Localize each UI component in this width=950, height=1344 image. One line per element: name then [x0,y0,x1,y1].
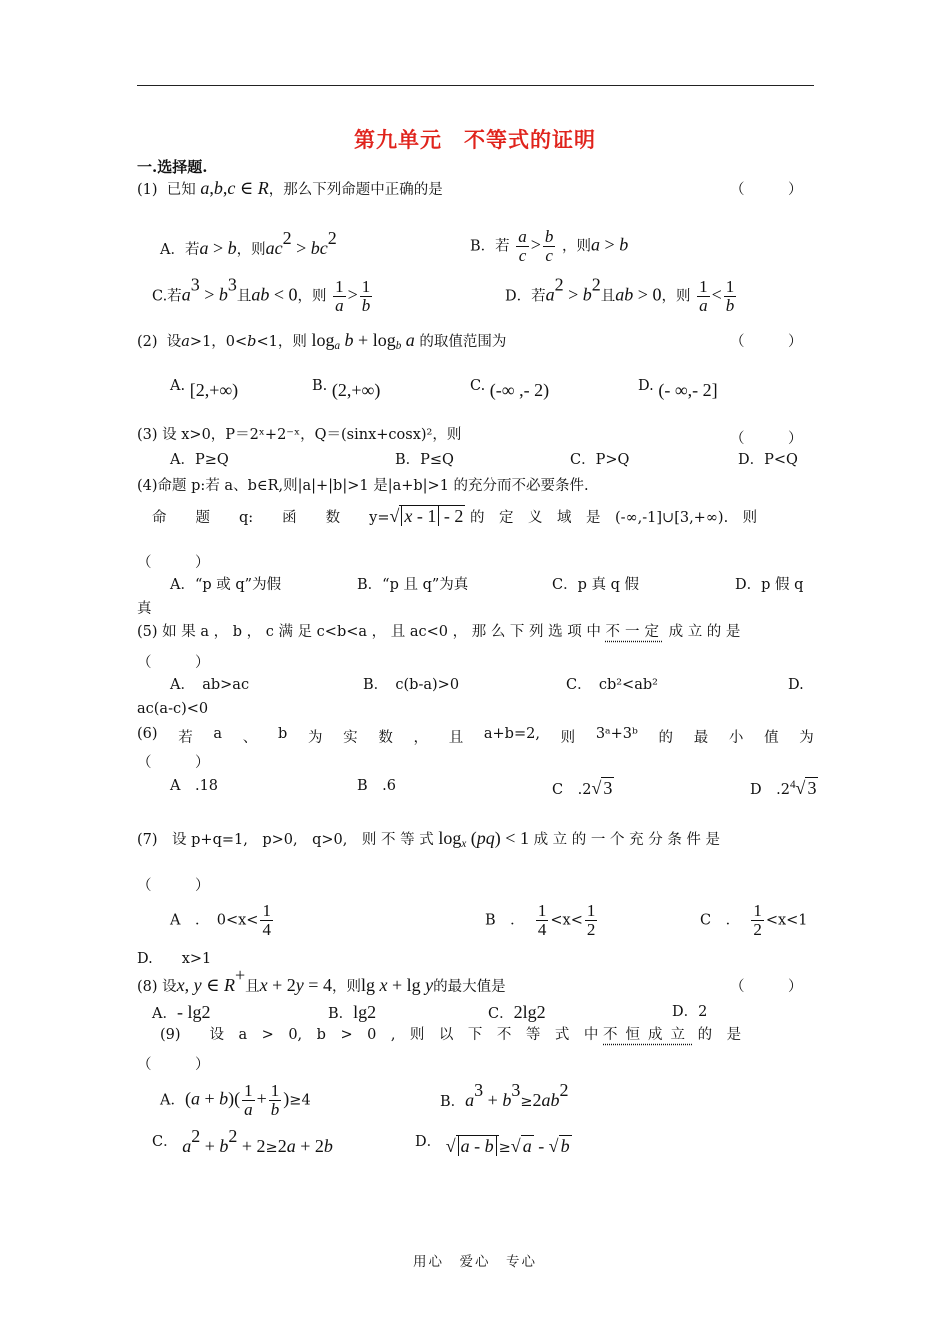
q7-stem: (7) 设 p+q=1, p>0, q>0, 则 不 等 式 $\log_x (pq) < 1$ 成 立 的 一 个 充 分 条 件 是 [137,828,721,850]
q8-option-d: D．2 [672,1004,708,1020]
q2-option-d: D. (- ∞,- 2] [638,378,718,400]
q7-answer-blank: （ ） [137,878,210,894]
q5-option-d: D. [788,677,804,693]
q6-option-c: C .2√ 3 [552,778,613,798]
q3-answer-blank: （ ） [730,431,803,447]
q2-answer-blank: （ ） [730,334,803,350]
q7-option-a: A ． 0<x< $\frac{1}{4}$ [170,901,271,939]
section-heading: 一.选择题. [137,158,208,176]
q9-option-c: C． $a^2 + b^2 + 2\ge 2a + 2b$ [152,1126,333,1156]
q2-option-b: B. (2,+∞) [312,378,381,400]
q8-option-a: A．- lg2 [152,1002,211,1022]
q4-option-d-cont: 真 [137,601,152,617]
q2-stem: (2) 设a>1，0<b<1，则 $\log_a b + \log_b a$ 的取值范围为 [137,330,507,352]
q5-option-c: C． cb²<ab² [566,677,658,693]
q1-option-a: A．若a > b，则$ac^2 > bc^2$ [160,228,337,258]
q8-answer-blank: （ ） [730,979,803,995]
q1-option-d: D．若$a^2 > b^2$且ab > 0，则 $\frac{1}{a}$ < $\frac{1}{b}$ [505,274,735,315]
page-title: 第九单元 不等式的证明 [354,127,596,152]
q6-answer-blank: （ ） [137,755,210,771]
q2-option-a: A. [2,+∞) [170,378,239,400]
q6-option-b: B .6 [357,778,396,794]
q2-option-c: C. (-∞ ,- 2) [470,378,550,400]
q9-answer-blank: （ ） [137,1057,210,1073]
q3-option-b: B．P≤Q [395,452,454,468]
page-footer: 用心 爱心 专心 [413,1254,537,1270]
q7-option-c: C ． $\frac{1}{2}$ <x<1 [700,901,808,939]
q4-proposition-q: 命 题 q: 函 数 y=√ x - 1 - 2 的 定 义 域 是 (-∞,-1]∪[3,+∞). 则 [152,506,758,526]
q1-option-b: B．若 $\frac{a}{c}$ > $\frac{b}{c}$ ，则a > b [470,227,629,265]
q9-option-d: D． √ a - b ≥√ a - √ b [415,1134,570,1156]
header-rule [137,85,814,86]
q7-option-d: D. x>1 [137,951,212,967]
q1-stem: (1) 已知 a,b,c ∈ R，那么下列命题中正确的是 [137,178,443,198]
q3-option-d: D．P<Q [738,452,798,468]
q9-stem: (9) 设 a > 0, b > 0 , 则 以 下 不 等 式 中 不恒成立 的 是 [160,1027,742,1043]
q9-emphasis: 不恒成立 [603,1027,694,1043]
q5-emphasis: 不一定 [605,624,664,640]
q4-option-c: C．p 真 q 假 [552,577,639,593]
q9-option-a: A．(a + b)( $\frac{1}{a}$ + $\frac{1}{b}$ )≥4 [160,1081,311,1119]
q8-option-c: C．2lg2 [488,1002,546,1022]
q5-option-d-cont: ac(a-c)<0 [137,701,209,717]
q4-option-d: D．p 假 q [735,577,804,593]
q1-answer-blank: （ ） [730,182,803,198]
q4-option-a: A．“p 或 q”为假 [170,577,282,593]
q3-option-a: A．P≥Q [170,452,229,468]
q8-option-b: B．lg2 [328,1002,377,1022]
q4-answer-blank: （ ） [137,555,210,571]
q5-answer-blank: （ ） [137,655,210,671]
q5-option-b: B． c(b-a)>0 [363,677,460,693]
q7-option-b: B ． $\frac{1}{4}$ <x< $\frac{1}{2}$ [485,901,596,939]
q3-stem: (3) 设 x>0，P＝2ˣ+2⁻ˣ，Q＝(sinx+cosx)²，则 [137,427,462,443]
q6-option-a: A .18 [170,778,219,794]
q3-option-c: C．P>Q [570,452,630,468]
q4-option-b: B．“p 且 q”为真 [357,577,469,593]
q6-option-d: D $.2^4√$ 3 [750,778,817,798]
q1-option-c: C.若$a^3 > b^3$且ab < 0，则 $\frac{1}{a}$ > $\frac{1}{b}$ [152,274,371,315]
q6-stem: (6) 若 a 、 b 为 实 数 ， 且 a+b=2, 则 3ᵃ+3ᵇ 的 最 小 值 为 [137,726,814,746]
q8-stem: (8) 设x, y ∈ R+且x + 2y = 4，则lg x + lg y的最大值是 [137,965,506,995]
q9-option-b: B．$a^3 + b^3\ge 2ab^2$ [440,1080,569,1110]
q5-option-a: A． ab>ac [170,677,250,693]
q5-stem: (5) 如 果 a ， b ， c 满 足 c<b<a ， 且 ac<0 ， 那 么 下 列 选 项 中 不一定 成 立 的 是 [137,624,741,640]
q4-stem: (4)命题 p:若 a、b∈R,则|a|+|b|>1 是|a+b|>1 的充分而不必要条件. [137,478,589,494]
